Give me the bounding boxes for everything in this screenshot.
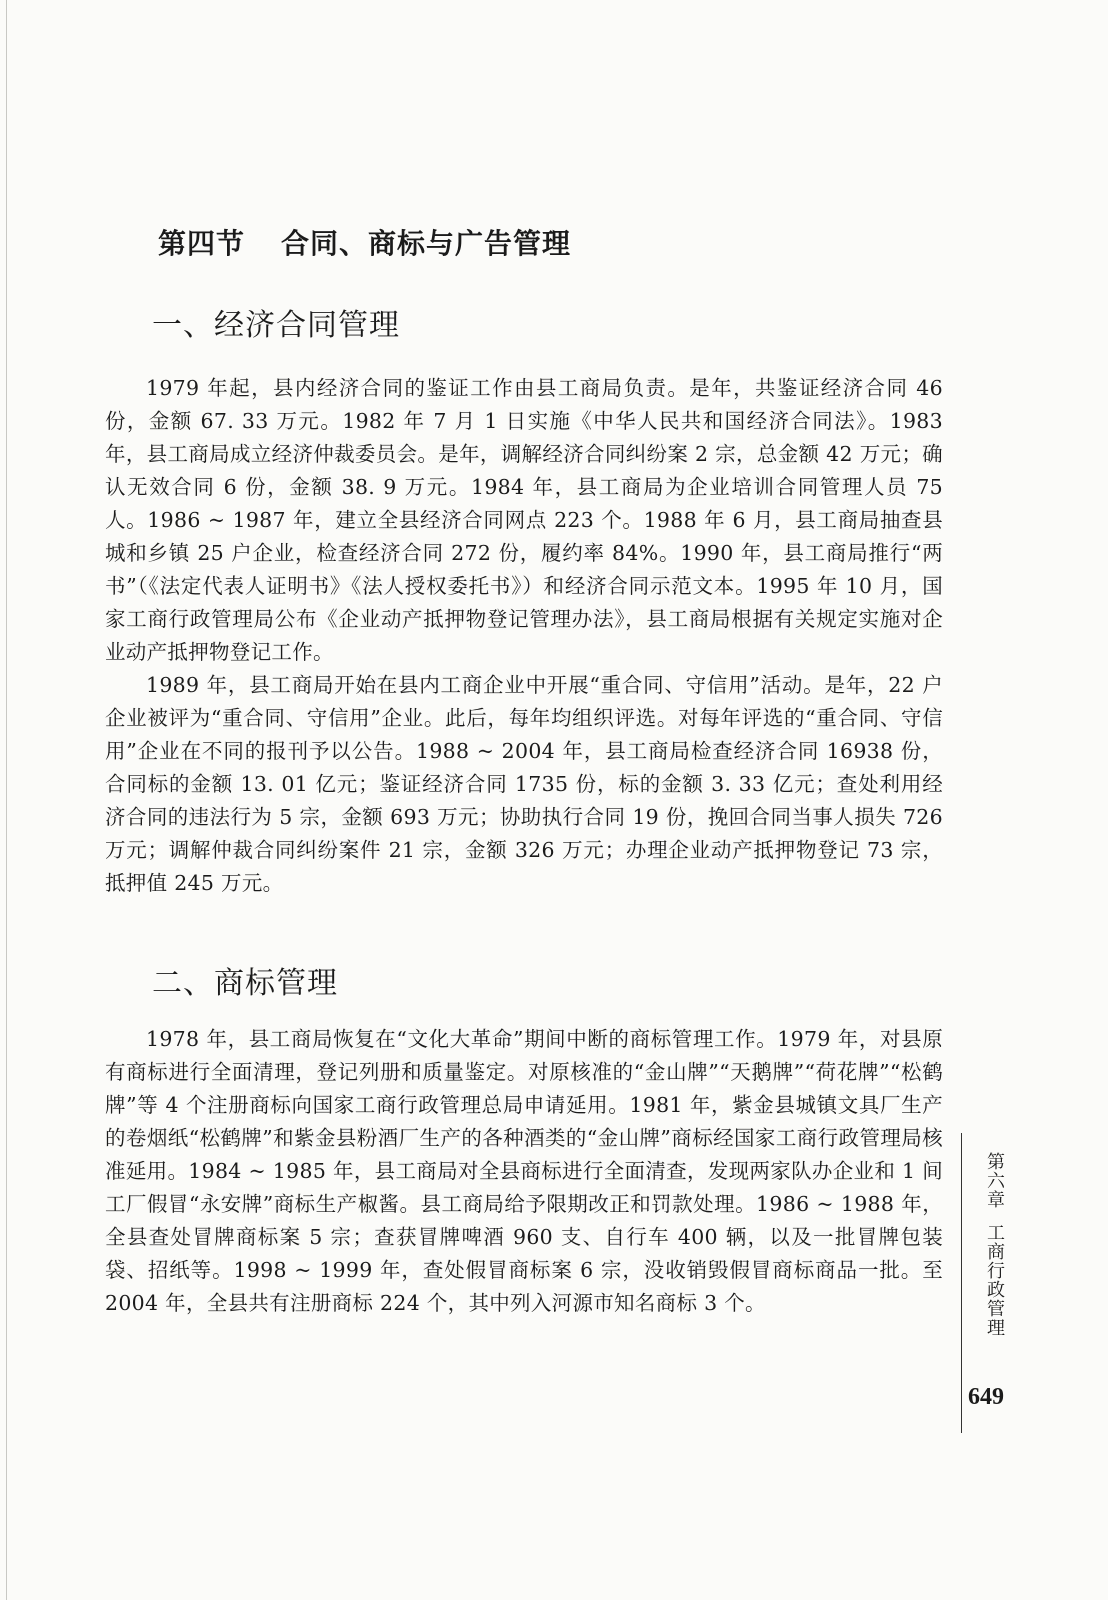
section-title (158, 222, 571, 262)
heading-contract-management: 一、经济合同管理 (152, 308, 400, 343)
paragraph-contract-1: 1979 年起，县内经济合同的鉴证工作由县工商局负责。是年，共鉴证经济合同 46 份，金额 67. 33 万元。1982 年 7 月 1 日实施《中华人民共和国经济合同法》。1983 年，县工商局成立经济仲裁委员会。是年，调解经济合同纠纷案 2 宗，总金额 42 万元；确认无效合同 6 份，金额 38. 9 万元。1984 年，县工商局为企业培训合同管理人员 75 人。1986 ~ 1987 年，建立全县经济合同网点 223 个。1988 年 6 月，县工商局抽查县城和乡镇 25 户企业，检查经济合同 272 份，履约率 84%。1990 年，县工商局推行“两书”（《法定代表人证明书》《法人授权委托书》）和经济合同示范文本。1995 年 10 月，国家工商行政管理局公布《企业动产抵押物登记管理办法》，县工商局根据有关规定实施对企业动产抵押物登记工作。 (105, 376, 943, 664)
chapter-margin-label (974, 1152, 1004, 1337)
trademark-management-body (105, 1023, 943, 1320)
page-edge-line (6, 0, 7, 1600)
heading-trademark-management: 二、商标管理 (152, 966, 338, 1001)
paragraph-trademark-1: 1978 年，县工商局恢复在“文化大革命”期间中断的商标管理工作。1979 年，对县原有商标进行全面清理，登记列册和质量鉴定。对原核准的“金山牌”“天鹅牌”“荷花牌”“松鹤牌”等 4 个注册商标向国家工商行政管理总局申请延用。1981 年，紫金县城镇文具厂生产的卷烟纸“松鹤牌”和紫金县粉酒厂生产的各种酒类的“金山牌”商标经国家工商行政管理局核准延用。1984 ~ 1985 年，县工商局对全县商标进行全面清查，发现两家队办企业和 1 间工厂假冒“永安牌”商标生产椒酱。县工商局给予限期改正和罚款处理。1986 ~ 1988 年，全县查处冒牌商标案 5 宗；查获冒牌啤酒 960 支、自行车 400 辆，以及一批冒牌包装袋、招纸等。1998 ~ 1999 年，查处假冒商标案 6 宗，没收销毁假冒商标商品一批。至 2004 年，全县共有注册商标 224 个，其中列入河源市知名商标 3 个。 (105, 1027, 943, 1315)
page-number: 649 (968, 1384, 1004, 1410)
section-number: 第四节 (158, 227, 246, 260)
contract-management-body (105, 372, 943, 900)
paragraph-contract-2: 1989 年，县工商局开始在县内工商企业中开展“重合同、守信用”活动。是年，22 户企业被评为“重合同、守信用”企业。此后，每年均组织评选。对每年评选的“重合同、守信用”企业在不同的报刊予以公告。1988 ~ 2004 年，县工商局检查经济合同 16938 份，合同标的金额 13. 01 亿元；鉴证经济合同 1735 份，标的金额 3. 33 亿元；查处利用经济合同的违法行为 5 宗，金额 693 万元；协助执行合同 19 份，挽回合同当事人损失 726 万元；调解仲裁合同纠纷案件 21 宗，金额 326 万元；办理企业动产抵押物登记 73 宗，抵押值 245 万元。 (105, 673, 943, 895)
chapter-number: 第六章 (984, 1152, 1005, 1209)
section-title-text: 合同、商标与广告管理 (281, 227, 572, 260)
margin-divider-line (961, 1133, 962, 1433)
chapter-title: 工商行政管理 (984, 1223, 1005, 1337)
